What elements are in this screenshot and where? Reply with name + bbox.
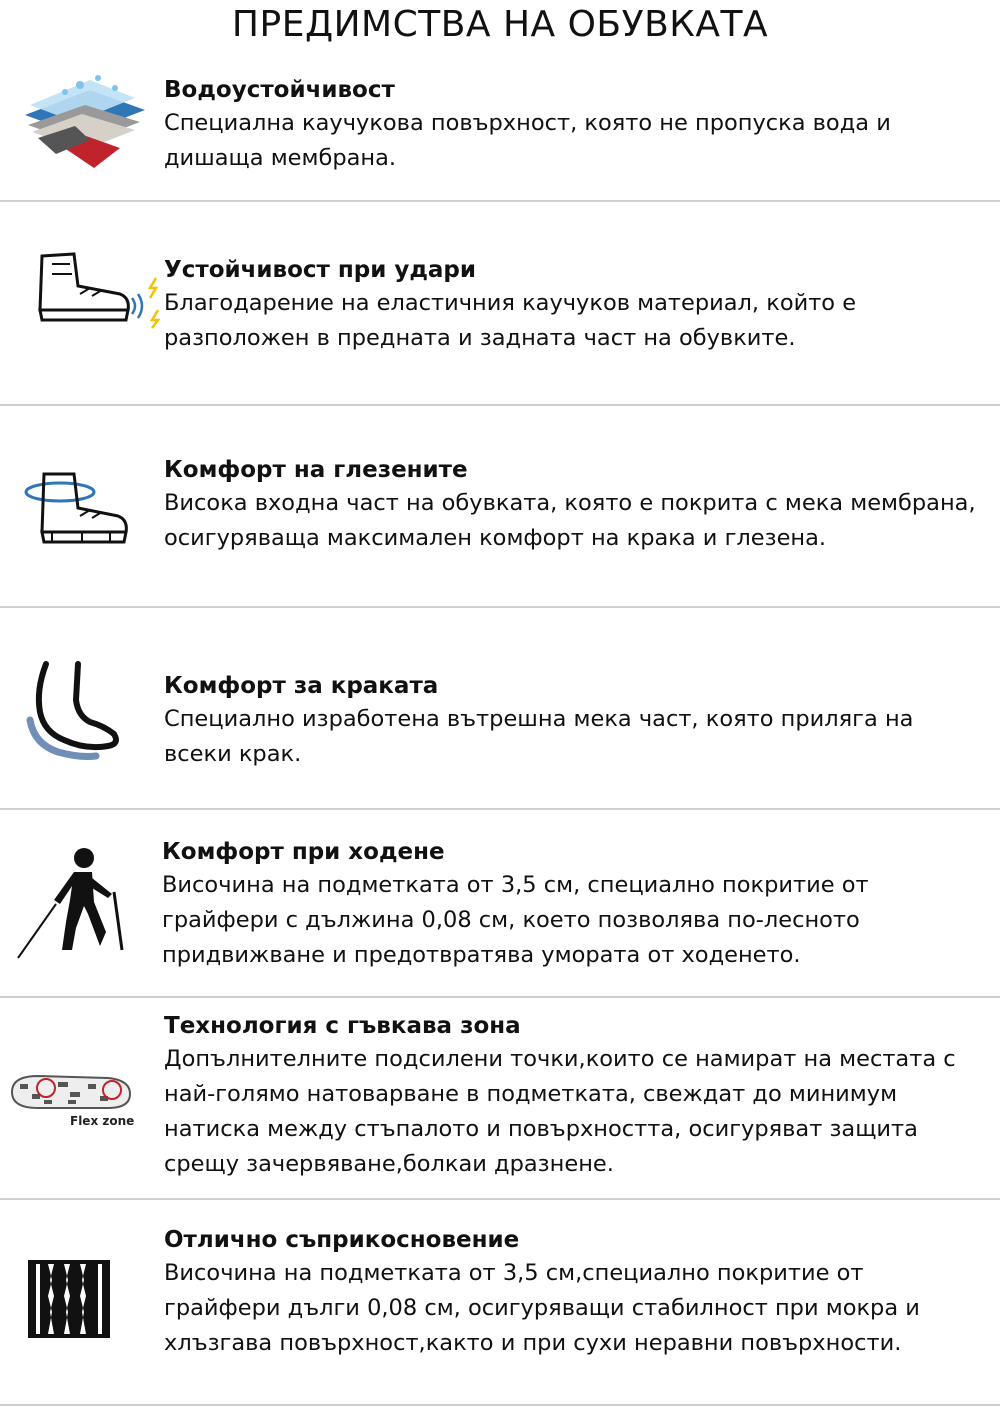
feature-description: Височина на подметката от 3,5 см, специално покритие от грайфери с дължина 0,08 см, което позволява по-лесното придвижване и предотвратява умората от ходенето. bbox=[162, 872, 869, 968]
page-title: ПРЕДИМСТВА НА ОБУВКАТА bbox=[231, 4, 769, 45]
feature-description: Специално изработена вътрешна мека част, която приляга на всеки крак. bbox=[164, 706, 914, 767]
flex-zone-label: Flex zone bbox=[70, 1114, 135, 1128]
feature-ankle bbox=[0, 406, 1000, 606]
feature-description: Специална каучукова повърхност, която не пропуска вода и дишаща мембрана. bbox=[164, 110, 891, 171]
divider bbox=[0, 1404, 1000, 1406]
feature-waterproof bbox=[0, 60, 1000, 200]
feature-description: Височина на подметката от 3,5 см,специално покритие от грайфери дълги 0,08 см, осигуряващи стабилност при мокра и хлъзгава повърхност,както и при сухи неравни повърхности. bbox=[164, 1260, 920, 1356]
foot-insole-icon bbox=[24, 660, 124, 760]
feature-walking bbox=[0, 810, 1000, 996]
feature-foot bbox=[0, 608, 1000, 808]
feature-heading: Комфорт за краката bbox=[164, 673, 439, 699]
flex-zone-sole-icon bbox=[8, 1070, 136, 1134]
feature-grip bbox=[0, 1200, 1000, 1400]
hiker-icon bbox=[14, 846, 134, 962]
feature-heading: Технология с гъвкава зона bbox=[164, 1013, 521, 1039]
feature-description: Висока входна част на обувката, която е покрита с мека мембрана, осигуряваща максимален комфорт на крака и глезена. bbox=[164, 490, 976, 551]
feature-heading: Комфорт на глезените bbox=[164, 457, 468, 483]
feature-heading: Устойчивост при удари bbox=[164, 257, 476, 283]
feature-heading: Водоустойчивост bbox=[164, 77, 395, 103]
feature-flex-zone bbox=[0, 998, 1000, 1198]
waterproof-layers-icon bbox=[20, 70, 150, 170]
feature-heading: Комфорт при ходене bbox=[162, 839, 445, 865]
feature-shock bbox=[0, 202, 1000, 404]
feature-description: Благодарение на еластичния каучуков материал, който е разположен в предната и задната част на обувките. bbox=[164, 290, 857, 351]
ankle-boot-icon bbox=[22, 470, 138, 550]
feature-heading: Отлично съприкосновение bbox=[164, 1227, 520, 1253]
shock-absorb-boot-icon bbox=[30, 250, 170, 330]
tread-grip-icon bbox=[26, 1258, 112, 1340]
feature-description: Допълнителните подсилени точки,които се намират на местата с най-голямо натоварване в подметката, свеждат до минимум натиска между стъпалото и повърхността, осигуряват защита срещу зачервяване,болкаи дразнене. bbox=[164, 1046, 956, 1177]
